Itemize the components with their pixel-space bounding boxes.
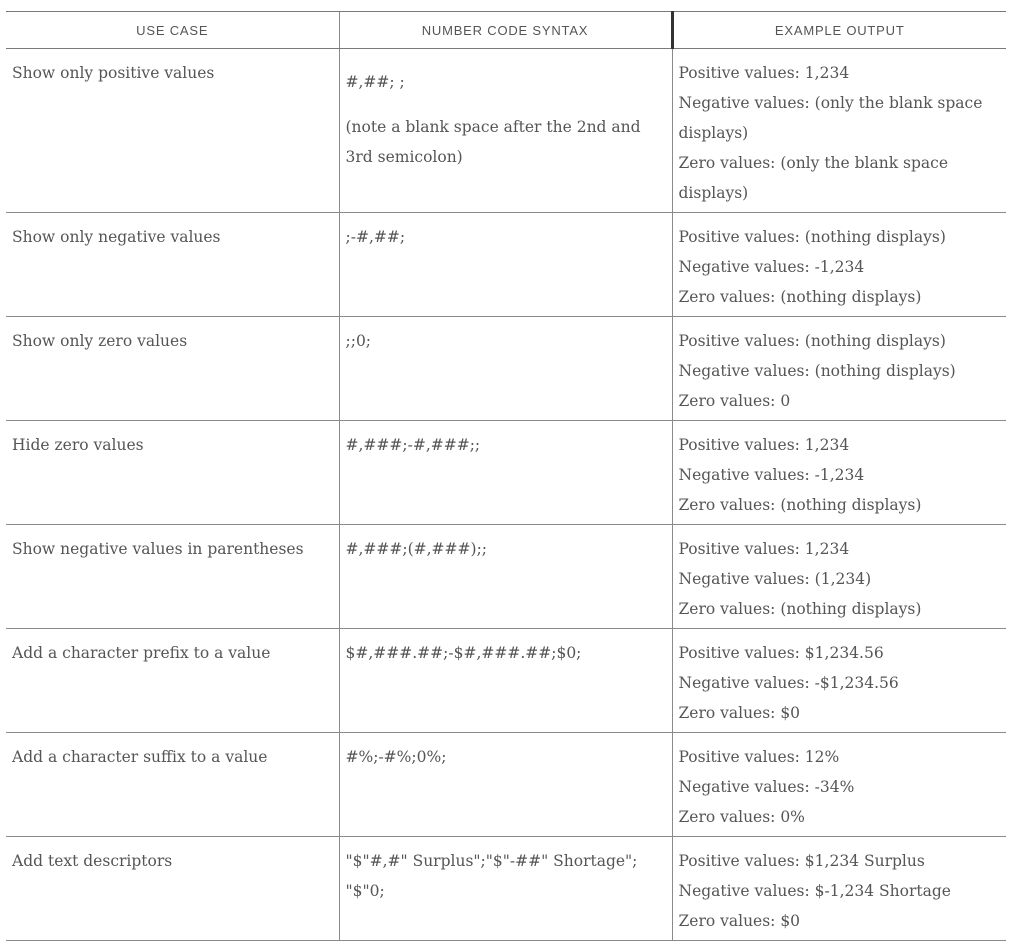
code-cell: [339, 421, 672, 525]
table-header-row: [6, 12, 1006, 49]
table-row: [6, 213, 1006, 317]
output-positive: Positive values: $1,234.56: [678, 644, 884, 662]
code-text: #,###;-#,###;;: [345, 436, 481, 454]
code-text: #,###;(#,###);;: [345, 540, 488, 558]
output-cell: [672, 837, 1006, 941]
output-positive: Positive values: 12%: [678, 748, 840, 766]
output-negative: Negative values: $-1,234 Shortage: [678, 882, 951, 900]
table-row: [6, 421, 1006, 525]
output-zero: Zero values: (nothing displays): [678, 600, 922, 618]
number-format-table: [6, 11, 1006, 941]
use-case-cell: Add a character suffix to a value: [6, 733, 339, 837]
table-row: [6, 629, 1006, 733]
output-cell: [672, 629, 1006, 733]
use-case-cell: Add text descriptors: [6, 837, 339, 941]
code-note: (note a blank space after the 2nd and 3rd semicolon): [345, 118, 641, 166]
code-text: "$"0;: [345, 882, 385, 900]
table-row: [6, 525, 1006, 629]
output-positive: Positive values: 1,234: [678, 436, 850, 454]
table-row: [6, 837, 1006, 941]
code-text: #%;-#%;0%;: [345, 748, 447, 766]
output-cell: [672, 733, 1006, 837]
output-negative: Negative values: -1,234: [678, 466, 865, 484]
output-positive: Positive values: 1,234: [678, 64, 850, 82]
code-cell: [339, 629, 672, 733]
output-negative: Negative values: -34%: [678, 778, 855, 796]
output-cell: [672, 213, 1006, 317]
output-cell: [672, 421, 1006, 525]
output-cell: [672, 317, 1006, 421]
output-positive: Positive values: $1,234 Surplus: [678, 852, 925, 870]
code-text: ;-#,##;: [345, 228, 406, 246]
table-row: [6, 733, 1006, 837]
code-text: #,##; ;: [345, 73, 405, 91]
output-zero: Zero values: $0: [678, 704, 801, 722]
output-negative: Negative values: -1,234: [678, 258, 865, 276]
code-cell: [339, 733, 672, 837]
output-positive: Positive values: (nothing displays): [678, 332, 946, 350]
output-zero: Zero values: (nothing displays): [678, 288, 922, 306]
header-number-code-syntax: NUMBER CODE SYNTAX: [339, 12, 672, 49]
output-negative: Negative values: -$1,234.56: [678, 674, 899, 692]
output-zero: Zero values: (nothing displays): [678, 496, 922, 514]
code-cell: [339, 525, 672, 629]
output-zero: Zero values: $0: [678, 912, 801, 930]
output-zero: Zero values: (only the blank space displays): [678, 154, 949, 202]
use-case-cell: Show negative values in parentheses: [6, 525, 339, 629]
code-text: ;;0;: [345, 332, 372, 350]
table-row: [6, 317, 1006, 421]
header-example-output: EXAMPLE OUTPUT: [672, 12, 1006, 49]
use-case-cell: Show only zero values: [6, 317, 339, 421]
output-negative: Negative values: (only the blank space displays): [678, 94, 983, 142]
use-case-cell: Hide zero values: [6, 421, 339, 525]
output-zero: Zero values: 0: [678, 392, 791, 410]
output-negative: Negative values: (nothing displays): [678, 362, 956, 380]
output-cell: [672, 49, 1006, 213]
use-case-cell: Show only positive values: [6, 49, 339, 213]
header-use-case: USE CASE: [6, 12, 339, 49]
code-text: $#,###.##;-$#,###.##;$0;: [345, 644, 582, 662]
code-cell: [339, 213, 672, 317]
output-zero: Zero values: 0%: [678, 808, 805, 826]
output-positive: Positive values: 1,234: [678, 540, 850, 558]
code-cell: [339, 837, 672, 941]
code-text: "$"#,#" Surplus";"$"-##" Shortage";: [345, 852, 638, 870]
table-row: [6, 49, 1006, 213]
output-negative: Negative values: (1,234): [678, 570, 872, 588]
use-case-cell: Add a character prefix to a value: [6, 629, 339, 733]
output-cell: [672, 525, 1006, 629]
output-positive: Positive values: (nothing displays): [678, 228, 946, 246]
code-cell: [339, 49, 672, 213]
code-cell: [339, 317, 672, 421]
use-case-cell: Show only negative values: [6, 213, 339, 317]
